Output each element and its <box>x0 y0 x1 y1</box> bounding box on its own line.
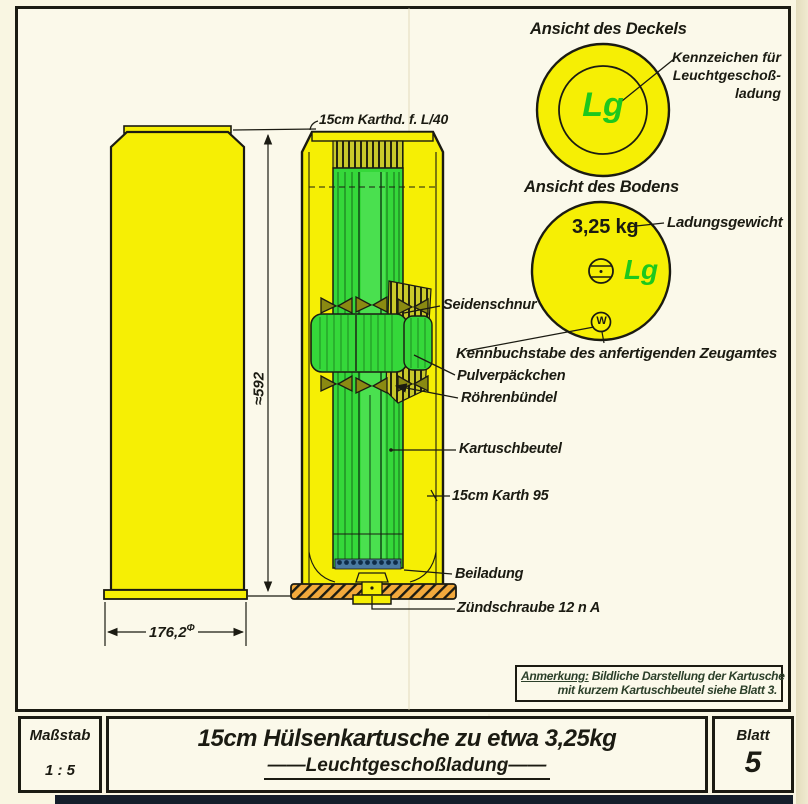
case-type-label: 15cm Karth 95 <box>452 488 549 504</box>
extra-charge-label: Beiladung <box>455 566 524 582</box>
scale-label: Maßstab <box>29 727 91 744</box>
remark-box <box>515 665 783 702</box>
diameter-dimension-value <box>146 623 198 641</box>
sheet-label: Blatt <box>736 727 770 744</box>
sheet-number: 5 <box>744 746 762 779</box>
lid-marking-label <box>672 48 781 102</box>
kennzeichen-line2: Leuchtgeschoß- <box>672 67 781 83</box>
scale-value: 1 : 5 <box>44 762 75 779</box>
lid-lg-marking: Lg <box>582 86 624 124</box>
base-view-title: Ansicht des Bodens <box>524 178 680 196</box>
sheet-number-box <box>712 716 794 793</box>
sheet-title: 15cm Hülsenkartusche zu etwa 3,25kg <box>197 725 617 752</box>
remark-line1 <box>521 669 785 683</box>
height-dimension-value: ≈592 <box>250 371 268 406</box>
powder-packet-label: Pulverpäckchen <box>457 368 566 384</box>
scan-edge-artifact <box>55 795 793 804</box>
remark-keyword: Anmerkung: <box>521 669 589 683</box>
subtitle-dash-right: —— <box>508 755 547 776</box>
scale-box <box>18 716 102 793</box>
zeugamt-stamp-letter: W <box>596 315 607 327</box>
base-lg-marking: Lg <box>623 254 659 285</box>
title-box <box>106 716 708 793</box>
kennzeichen-line3: ladung <box>735 85 781 101</box>
lid-view-title: Ansicht des Deckels <box>530 20 687 38</box>
remark-text1: Bildliche Darstellung der Kartusche <box>588 669 785 683</box>
cartridge-bag-label: Kartuschbeutel <box>459 441 562 457</box>
subtitle-dash-left: —— <box>267 755 306 776</box>
zeugamt-stamp-label: Kennbuchstabe des anfertigenden Zeugamtes <box>456 345 778 362</box>
charge-weight-value: 3,25 kg <box>572 216 639 238</box>
cartridge-section-view <box>291 132 456 604</box>
silk-cord-label: Seidenschnur <box>443 297 537 313</box>
diameter-phi-symbol: Φ <box>186 623 195 634</box>
charge-weight-label: Ladungsgewicht <box>667 214 783 231</box>
case-lid-label: 15cm Karthd. f. L/40 <box>319 111 449 127</box>
kennzeichen-line1: Kennzeichen für <box>672 49 781 65</box>
cartridge-side-view <box>104 126 247 599</box>
primer-screw-label: Zündschraube 12 n A <box>457 600 601 616</box>
subtitle-text: Leuchtgeschoßladung <box>305 755 509 776</box>
diameter-number: 176,2 <box>149 624 187 641</box>
sheet-subtitle <box>264 755 551 780</box>
remark-line2: mit kurzem Kartuschbeutel siehe Blatt 3. <box>557 683 777 697</box>
tube-bundle-label: Röhrenbündel <box>461 390 557 406</box>
